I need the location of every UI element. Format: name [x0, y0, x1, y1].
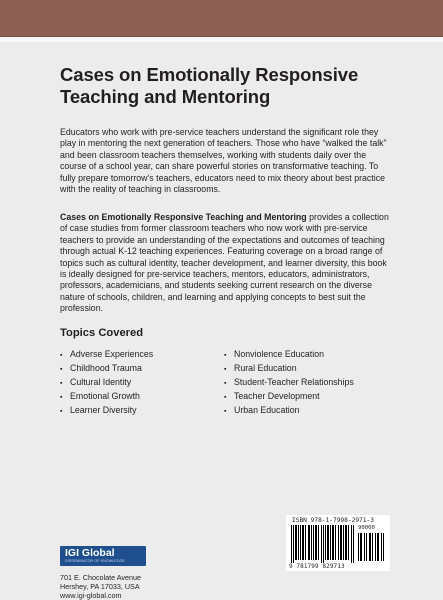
barcode-digits: 9 781799 829713 — [289, 563, 345, 570]
bullet-icon: ▪ — [60, 394, 63, 401]
bullet-icon: ▪ — [224, 366, 227, 373]
publisher-tagline: DISSEMINATOR OF KNOWLEDGE — [65, 559, 125, 563]
bullet-icon: ▪ — [60, 366, 63, 373]
title-line-2: Teaching and Mentoring — [60, 86, 271, 107]
topics-list-right — [224, 347, 354, 417]
barcode-addon-number: 90000 — [358, 525, 375, 531]
barcode-addon-bars — [358, 533, 384, 561]
topic-item: ▪ Student-Teacher Relationships — [224, 375, 354, 389]
description-paragraph-2 — [60, 212, 390, 315]
isbn-barcode — [286, 515, 390, 571]
bullet-icon: ▪ — [60, 352, 63, 359]
topics-heading: Topics Covered — [60, 327, 144, 339]
topic-item: ▪ Nonviolence Education — [224, 347, 354, 361]
publisher-logo[interactable] — [60, 546, 146, 566]
book-title-inline: Cases on Emotionally Responsive Teaching and Mentoring — [60, 212, 307, 222]
isbn-label: ISBN 978-1-7998-2971-3 — [292, 517, 374, 524]
white-strip — [0, 37, 443, 42]
topic-item: ▪ Emotional Growth — [60, 389, 153, 403]
bullet-icon: ▪ — [224, 380, 227, 387]
topic-item: ▪ Adverse Experiences — [60, 347, 153, 361]
title-line-1: Cases on Emotionally Responsive — [60, 64, 359, 85]
description-paragraph-2-text: provides a collection of case studies from former classroom teachers who now work with pre-service teachers to provide an understanding of the expectations and outcomes of teaching through actual K-12 teaching experiences. Featuring coverage on a broad range of topics such as cultural identity, teacher development, and learner diversity, this book is ideally designed for pre-service teachers, mentors, educators, administrators, professors, academicians, and students seeking current research on the diverse nature of schools, children, and learning and applying concepts to best suit the profession. — [60, 212, 389, 314]
publisher-logo-text: IGI Global — [65, 547, 115, 559]
topic-item: ▪ Teacher Development — [224, 389, 354, 403]
book-title — [60, 64, 390, 108]
bullet-icon: ▪ — [60, 408, 63, 415]
topic-item: ▪ Rural Education — [224, 361, 354, 375]
topic-item: ▪ Childhood Trauma — [60, 361, 153, 375]
topic-item: ▪ Cultural Identity — [60, 375, 153, 389]
bullet-icon: ▪ — [224, 352, 227, 359]
publisher-street: 701 E. Chocolate Avenue — [60, 573, 141, 582]
publisher-website[interactable]: www.igi-global.com — [60, 591, 122, 600]
barcode-bars — [291, 525, 355, 563]
topic-item: ▪ Urban Education — [224, 403, 354, 417]
topics-list-left — [60, 347, 153, 417]
bullet-icon: ▪ — [224, 394, 227, 401]
bullet-icon: ▪ — [224, 408, 227, 415]
bullet-icon: ▪ — [60, 380, 63, 387]
publisher-city: Hershey, PA 17033, USA — [60, 582, 140, 591]
topic-item: ▪ Learner Diversity — [60, 403, 153, 417]
top-color-band — [0, 0, 443, 36]
description-paragraph-1: Educators who work with pre-service teachers understand the significant role they play in mentoring the next generation of teachers. Those who have “walked the talk” and been classroom teachers themselves, working with students daily over the course of a school year, can share powerful stories on transformative teaching. To fully prepare tomorrow’s teachers, educators need to mix theory about best practice with the reality of teaching in classrooms. — [60, 127, 387, 195]
